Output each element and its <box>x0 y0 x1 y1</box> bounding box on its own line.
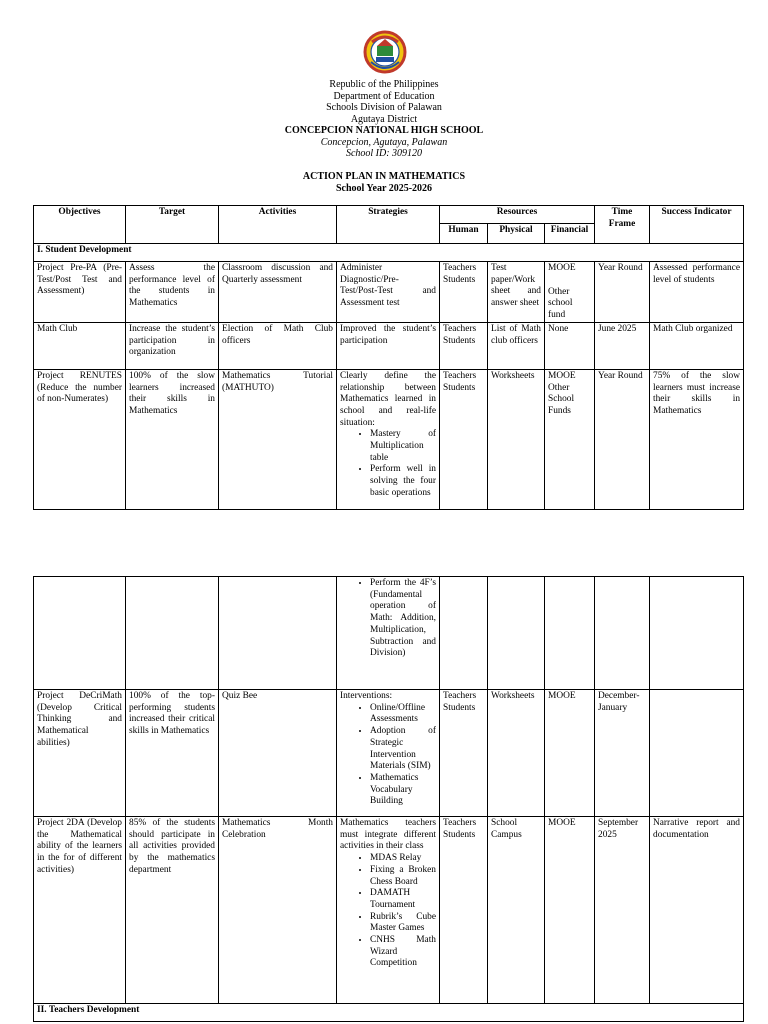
cell-success <box>650 690 744 817</box>
district-line: Agutaya District <box>350 113 418 125</box>
col-activities: Activities <box>219 206 337 244</box>
strategy-bullet: • Perform the 4F’s (Fundamental operation of Math: Addition, Multiplication, Subtraction and Division) <box>370 578 436 660</box>
cell-activity: Mathematics Month Celebration <box>219 817 337 1004</box>
cell-time-frame: Year Round <box>595 369 650 509</box>
cell-objective: Project Pre-PA (Pre-Test/Post Test and Assessment) <box>34 262 126 323</box>
cell-strategy <box>337 690 440 817</box>
cell-activity: Quiz Bee <box>219 690 337 817</box>
title-line: ACTION PLAN IN MATHEMATICS <box>302 171 466 182</box>
cell-objective: Project 2DA (Develop the Mathematical ability of the learners in the for of different activities) <box>34 817 126 1004</box>
col-target: Target <box>126 206 219 244</box>
table-row <box>34 817 744 1004</box>
cell-strategy: Improved the student’s participation <box>337 322 440 369</box>
strategy-bullets <box>340 429 436 499</box>
strategy-bullet: • DAMATH Tournament <box>370 888 436 911</box>
cell-physical: School Campus <box>488 817 545 1004</box>
cell-time-frame: December-January <box>595 690 650 817</box>
strategy-bullets <box>340 703 436 808</box>
cell-activity: Classroom discussion and Quarterly assessment <box>219 262 337 323</box>
col-resources: Resources <box>440 206 595 224</box>
cell-time-frame: September 2025 <box>595 817 650 1004</box>
cell-human: Teachers Students <box>440 262 488 323</box>
cell-objective: Project RENUTES (Reduce the number of non-Numerates) <box>34 369 126 509</box>
col-success-indicator: Success Indicator <box>650 206 744 244</box>
cell-activity: Mathematics Tutorial (MATHUTO) <box>219 369 337 509</box>
strategy-intro: Interventions: <box>340 691 393 701</box>
cell-physical: Worksheets <box>488 690 545 817</box>
cell-human: Teachers Students <box>440 817 488 1004</box>
school-name: CONCEPCION NATIONAL HIGH SCHOOL <box>284 125 484 136</box>
cell-financial: MOOE Other School Funds <box>545 369 595 509</box>
department-line: Department of Education <box>333 90 435 102</box>
cell-objective: Math Club <box>34 322 126 369</box>
cell-physical: Test paper/Work sheet and answer sheet <box>488 262 545 323</box>
cell-human: Teachers Students <box>440 690 488 817</box>
table-row <box>34 369 744 509</box>
cell-target: 100% of the slow learners increased their skills in Mathematics <box>126 369 219 509</box>
section-row <box>34 1004 744 1022</box>
document-title <box>0 171 768 194</box>
cell-target: 100% of the top-performing students increased their critical skills in Mathematics <box>126 690 219 817</box>
financial-line: MOOE <box>548 263 576 273</box>
cell-financial: MOOE <box>545 690 595 817</box>
cell-success: Narrative report and documentation <box>650 817 744 1004</box>
country-line: Republic of the Philippines <box>329 79 439 90</box>
col-time-frame: Time Frame <box>595 206 650 244</box>
cell-objective: Project DeCriMath (Develop Critical Thinking and Mathematical abilities) <box>34 690 126 817</box>
strategy-bullet: • Mathematics Vocabulary Building <box>370 773 436 808</box>
table-row <box>34 690 744 817</box>
cell-success: Assessed performance level of students <box>650 262 744 323</box>
financial-line: Other school fund <box>548 286 573 321</box>
col-financial: Financial <box>545 224 595 244</box>
col-strategies: Strategies <box>337 206 440 244</box>
cell-success: Math Club organized <box>650 322 744 369</box>
strategy-bullet: • Adoption of Strategic Intervention Materials (SIM) <box>370 726 436 773</box>
cell-financial: None <box>545 322 595 369</box>
strategy-bullet: • Mastery of Multiplication table <box>370 429 436 464</box>
cell-financial: MOOE <box>545 817 595 1004</box>
table-row <box>34 577 744 690</box>
cell-time-frame: June 2025 <box>595 322 650 369</box>
section-title: II. Teachers Development <box>34 1004 744 1022</box>
strategy-bullet: • Online/Offline Assessments <box>370 703 436 726</box>
table-row <box>34 322 744 369</box>
cell-human: Teachers Students <box>440 369 488 509</box>
strategy-bullet: • CNHS Math Wizard Competition <box>370 935 436 970</box>
cell-strategy <box>337 577 440 690</box>
section-row <box>34 244 744 262</box>
col-physical: Physical <box>488 224 545 244</box>
strategy-intro: Clearly define the relationship between Mathematics learned in school and real-life situation: <box>340 370 436 428</box>
strategy-bullet: • Fixing a Broken Chess Board <box>370 865 436 888</box>
cell-target: Increase the student’s participation in organization <box>126 322 219 369</box>
cell-time-frame: Year Round <box>595 262 650 323</box>
action-plan-table-page1 <box>33 205 744 510</box>
col-human: Human <box>440 224 488 244</box>
school-id: School ID: 309120 <box>345 148 423 159</box>
cell-physical: List of Math club officers <box>488 322 545 369</box>
strategy-bullets <box>340 853 436 970</box>
strategy-bullet: • Rubrik’s Cube Master Games <box>370 912 436 935</box>
cell-success: 75% of the slow learners must increase their skills in Mathematics <box>650 369 744 509</box>
cell-financial <box>545 262 595 323</box>
school-seal-logo <box>363 30 407 78</box>
strategy-bullet: • MDAS Relay <box>370 853 436 865</box>
cell-activity: Election of Math Club officers <box>219 322 337 369</box>
strategy-bullets <box>340 578 436 660</box>
document-header <box>0 79 768 160</box>
table-row <box>34 262 744 323</box>
table-header-row <box>34 206 744 224</box>
division-line: Schools Division of Palawan <box>326 102 442 113</box>
cell-human: Teachers Students <box>440 322 488 369</box>
school-year-line: School Year 2025-2026 <box>335 182 433 194</box>
cell-strategy <box>337 817 440 1004</box>
cell-physical: Worksheets <box>488 369 545 509</box>
section-title: I. Student Development <box>34 244 744 262</box>
strategy-bullet: • Perform well in solving the four basic operations <box>370 464 436 499</box>
col-objectives: Objectives <box>34 206 126 244</box>
cell-target: Assess the performance level of the students in Mathematics <box>126 262 219 323</box>
cell-strategy: Administer Diagnostic/Pre-Test/Post-Test and Assessment test <box>337 262 440 323</box>
action-plan-table-page2 <box>33 576 744 1022</box>
school-address: Concepcion, Agutaya, Palawan <box>320 136 448 148</box>
strategy-intro: Mathematics teachers must integrate different activities in their class <box>340 818 436 852</box>
cell-target: 85% of the students should participate in all activities provided by the mathematics department <box>126 817 219 1004</box>
cell-strategy <box>337 369 440 509</box>
